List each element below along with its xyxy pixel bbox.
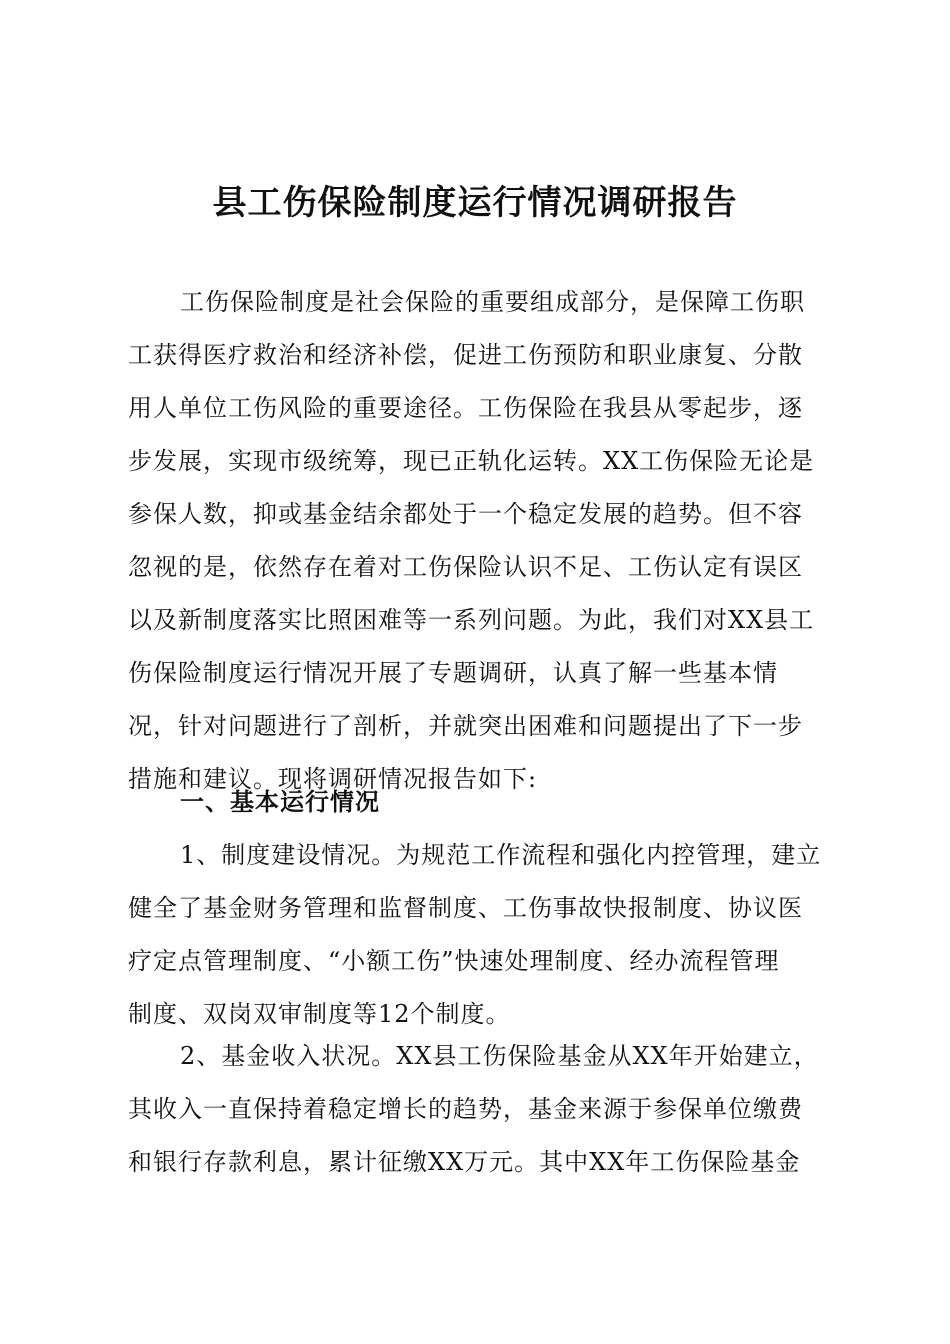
section-heading: 一、基本运行情况 [180, 788, 380, 816]
text-line: 工获得医疗救治和经济补偿，促进工伤预防和职业康复、分散 [128, 341, 803, 369]
text-line: 忽视的是，依然存在着对工伤保险认识不足、工伤认定有误区 [128, 553, 803, 581]
paragraph-system-construction [128, 829, 828, 1041]
text-line: 参保人数，抑或基金结余都处于一个稳定发展的趋势。但不容 [128, 500, 803, 528]
text-line: 制度、双岗双审制度等12个制度。 [128, 1000, 511, 1028]
document-title: 县工伤保险制度运行情况调研报告 [212, 183, 738, 223]
text-line: 措施和建议。现将调研情况报告如下: [128, 765, 538, 793]
text-line: 况，针对问题进行了剖析，并就突出困难和问题提出了下一步 [128, 712, 803, 740]
text-line: 伤保险制度运行情况开展了专题调研，认真了解一些基本情 [128, 659, 778, 687]
text-line: 健全了基金财务管理和监督制度、工伤事故快报制度、协议医 [128, 894, 803, 922]
text-line: 步发展，实现市级统筹，现已正轨化运转。XX工伤保险无论是 [128, 447, 815, 475]
text-line: 工伤保险制度是社会保险的重要组成部分，是保障工伤职 [180, 288, 805, 316]
text-line: 其收入一直保持着稳定增长的趋势，基金来源于参保单位缴费 [128, 1095, 803, 1123]
intro-paragraph [128, 276, 828, 806]
text-line: 用人单位工伤风险的重要途径。工伤保险在我县从零起步，逐 [128, 394, 803, 422]
text-line: 1、制度建设情况。为规范工作流程和强化内控管理，建立 [180, 841, 822, 869]
text-line: 以及新制度落实比照困难等一系列问题。为此，我们对XX县工 [128, 606, 815, 634]
text-line: 2、基金收入状况。XX县工伤保险基金从XX年开始建立， [180, 1042, 819, 1070]
text-line: 和银行存款利息，累计征缴XX万元。其中XX年工伤保险基金 [128, 1148, 801, 1176]
paragraph-fund-income [128, 1030, 828, 1189]
text-line: 疗定点管理制度、“小额工伤”快速处理制度、经办流程管理 [128, 947, 780, 975]
